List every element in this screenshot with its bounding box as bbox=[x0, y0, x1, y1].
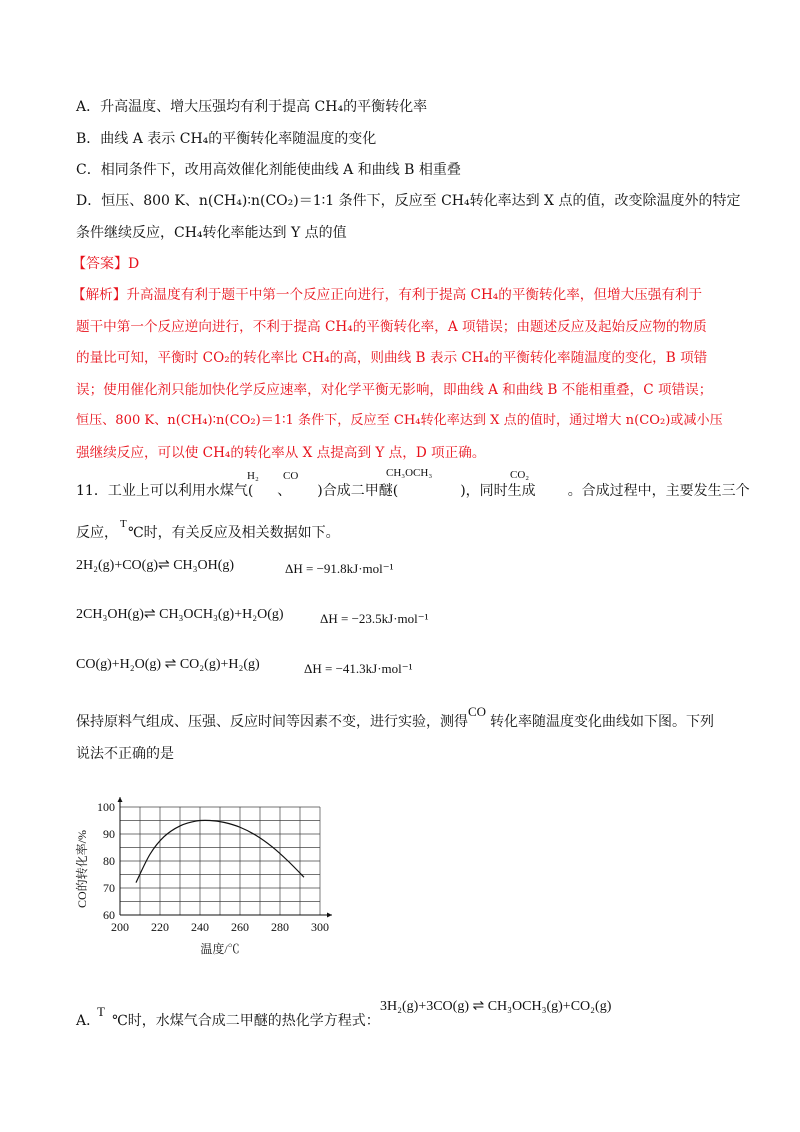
x-tick-label: 200 bbox=[111, 920, 129, 934]
formula-h2: H₂ bbox=[247, 470, 259, 482]
q10-option-d-line2: 条件继续反应，CH₄转化率能达到 Y 点的值 bbox=[76, 225, 347, 241]
reaction-3-dh: ΔH = −41.3kJ·mol⁻¹ bbox=[304, 661, 413, 676]
answer: 【答案】D bbox=[72, 256, 140, 272]
y-tick-label: 90 bbox=[103, 827, 115, 841]
q10-option-d-line1: D．恒压、800 K、n(CH₄)∶n(CO₂)＝1∶1 条件下，反应至 CH₄转化率达到 X 点的值，改变除温度外的特定 bbox=[76, 193, 741, 209]
reaction-2: 2CH₃OH(g)⇌ CH₃OCH₃(g)+H₂O(g) bbox=[76, 607, 284, 622]
q11-paragraph-line1 bbox=[76, 713, 714, 731]
formula-co: CO bbox=[283, 470, 299, 482]
analysis-line-4: 误；使用催化剂只能加快化学反应速率，对化学平衡无影响，即曲线 A 和曲线 B 不能相重叠，C 项错误； bbox=[76, 382, 713, 398]
y-tick-label: 60 bbox=[103, 908, 115, 922]
y-axis-label: CO的转化率/% bbox=[75, 829, 89, 909]
q11-option-a-text: ℃时，水煤气合成二甲醚的热化学方程式： bbox=[112, 1013, 380, 1029]
reaction-1: 2H₂(g)+CO(g)⇌ CH₃OH(g) bbox=[76, 558, 235, 573]
q10-option-c: C．相同条件下，改用高效催化剂能使曲线 A 和曲线 B 相重叠 bbox=[76, 162, 461, 178]
analysis-line-3: 的量比可知，平衡时 CO₂的转化率比 CH₄的高，则曲线 B 表示 CH₄的平衡转化率随温度的变化，B 项错 bbox=[76, 350, 708, 366]
x-tick-label: 260 bbox=[231, 920, 249, 934]
q11-text-5: 反应， bbox=[76, 525, 118, 541]
analysis-line-6: 强继续反应，可以使 CH₄的转化率从 X 点提高到 Y 点，D 项正确。 bbox=[76, 445, 486, 461]
y-tick-label: 70 bbox=[103, 881, 115, 895]
reaction-2-dh: ΔH = −23.5kJ·mol⁻¹ bbox=[320, 611, 429, 626]
q11-text-8: 转化率随温度变化曲线如下图。下列 bbox=[490, 714, 714, 730]
q11-text-1: 11．工业上可以利用水煤气( bbox=[76, 483, 254, 499]
var-t: T bbox=[120, 518, 127, 530]
q11-stem-line2 bbox=[76, 524, 340, 542]
formula-dme: CH₃OCH₃ bbox=[386, 467, 433, 479]
analysis-line-1: 【解析】升高温度有利于题干中第一个反应正向进行，有利于提高 CH₄的平衡转化率，但增大压强有利于 bbox=[72, 287, 703, 303]
q10-option-b: B．曲线 A 表示 CH₄的平衡转化率随温度的变化 bbox=[76, 131, 377, 147]
y-axis-arrow bbox=[118, 797, 123, 802]
co-conversion-chart bbox=[72, 787, 342, 957]
analysis-line-5: 恒压、800 K、n(CH₄)∶n(CO₂)＝1∶1 条件下，反应至 CH₄转化率达到 X 点的值时，通过增大 n(CO₂)或减小压 bbox=[76, 413, 723, 428]
q11-text-4: 。合成过程中，主要发生三个 bbox=[567, 483, 750, 499]
q11-option-a-equation: 3H₂(g)+3CO(g) ⇌ CH₃OCH₃(g)+CO₂(g) bbox=[380, 999, 612, 1014]
q11-stem-line1 bbox=[76, 482, 750, 500]
q11-option-a bbox=[76, 1012, 380, 1030]
q11-sep: 、 bbox=[277, 483, 292, 499]
x-tick-label: 300 bbox=[311, 920, 329, 934]
x-tick-label: 240 bbox=[191, 920, 209, 934]
x-axis-label: 温度/℃ bbox=[200, 942, 240, 956]
reaction-1-dh: ΔH = −91.8kJ·mol⁻¹ bbox=[285, 561, 394, 576]
reaction-3: CO(g)+H₂O(g) ⇌ CO₂(g)+H₂(g) bbox=[76, 657, 260, 672]
q11-option-a-label: A． bbox=[76, 1013, 101, 1029]
q11-text-3: )，同时生成 bbox=[460, 483, 536, 499]
q11-text-7: 保持原料气组成、压强、反应时间等因素不变，进行实验，测得 bbox=[76, 714, 468, 730]
x-axis-arrow bbox=[327, 913, 332, 918]
x-tick-label: 280 bbox=[271, 920, 289, 934]
formula-co2: CO₂ bbox=[510, 469, 530, 481]
q11-text-2: )合成二甲醚( bbox=[317, 483, 399, 499]
q10-option-a: A．升高温度、增大压强均有利于提高 CH₄的平衡转化率 bbox=[76, 99, 428, 115]
formula-co-b: CO bbox=[468, 704, 487, 719]
var-t2: T bbox=[97, 1004, 105, 1019]
analysis-line-2: 题干中第一个反应逆向进行，不利于提高 CH₄的平衡转化率，A 项错误；由题述反应及起始反应物的物质 bbox=[76, 319, 707, 335]
x-tick-label: 220 bbox=[151, 920, 169, 934]
y-tick-label: 100 bbox=[97, 800, 115, 814]
y-tick-label: 80 bbox=[103, 854, 115, 868]
q11-text-6: ℃时，有关反应及相关数据如下。 bbox=[128, 525, 340, 541]
q11-paragraph-line2: 说法不正确的是 bbox=[76, 746, 174, 762]
